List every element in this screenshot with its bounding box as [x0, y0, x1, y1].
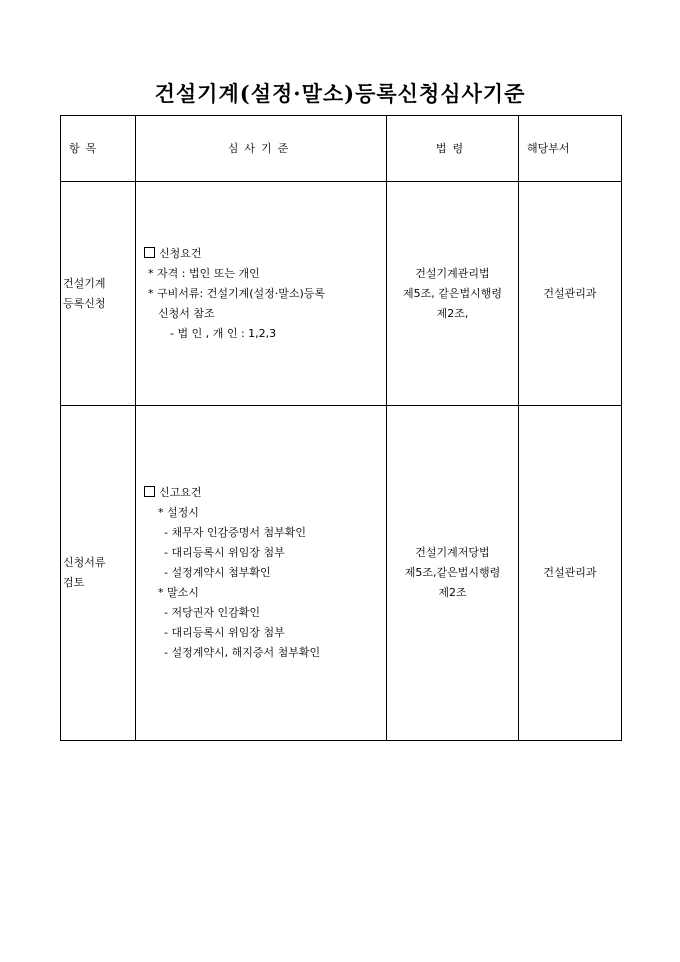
- header-dept: 해당부서: [519, 116, 622, 182]
- law-line: 건설기계저당법: [415, 546, 490, 559]
- criteria-line: - 법 인 , 개 인 : 1,2,3: [170, 326, 277, 340]
- law-line: 건설기계관리법: [415, 266, 490, 280]
- table-header-row: [61, 116, 622, 182]
- header-criteria: 심사기준: [136, 116, 387, 182]
- criteria-heading: 신청요건: [144, 244, 382, 264]
- criteria-table: [60, 115, 622, 741]
- checkbox-square-icon: [144, 247, 155, 258]
- item-cell: [61, 182, 136, 406]
- dept-cell: 건설관리과: [519, 182, 622, 406]
- item-line: 신청서류: [63, 556, 106, 569]
- table-row-registration: [61, 182, 622, 406]
- document-title: 건설기계(설정·말소)등록신청심사기준: [154, 81, 526, 106]
- criteria-heading: 신고요건: [144, 483, 382, 503]
- law-line: 제5조, 같은법시행령: [403, 286, 502, 300]
- dept-cell: 건설관리과: [519, 406, 622, 741]
- law-line: 제2조,: [436, 306, 469, 320]
- item-line: 등록신청: [63, 296, 106, 310]
- law-line: 제2조: [438, 586, 467, 599]
- criteria-line: * 자격 : 법인 또는 개인: [148, 266, 260, 280]
- item-line-split: 검토: [63, 576, 85, 589]
- law-cell: [387, 182, 519, 406]
- law-line: 제5조,같은법시행령: [404, 566, 501, 579]
- header-law: 법령: [387, 116, 519, 182]
- criteria-line: - 채무자 인감증명서 첨부확인: [164, 526, 306, 539]
- criteria-line: 신청서 참조: [158, 306, 215, 320]
- item-line: 건설기계: [63, 276, 106, 290]
- checkbox-square-icon: [144, 486, 155, 497]
- criteria-cell: [136, 406, 387, 741]
- criteria-line: - 저당권자 인감확인: [164, 606, 260, 619]
- criteria-line: - 대리등록시 위임장 첨부: [164, 626, 285, 639]
- criteria-line: * 구비서류: 건설기계(설정·말소)등록: [148, 286, 326, 300]
- criteria-line: - 대리등록시 위임장 첨부: [164, 546, 285, 559]
- criteria-line: - 설정계약시 첨부확인: [164, 566, 271, 579]
- header-item: 항목: [61, 116, 136, 182]
- law-cell: [387, 406, 519, 741]
- criteria-line: * 설정시: [158, 506, 199, 519]
- table-row-review: [61, 406, 622, 741]
- criteria-line: * 말소시: [158, 586, 199, 599]
- criteria-line: - 설정계약시, 해지증서 첨부확인: [164, 646, 321, 659]
- item-cell: [61, 406, 136, 741]
- criteria-cell: [136, 182, 387, 406]
